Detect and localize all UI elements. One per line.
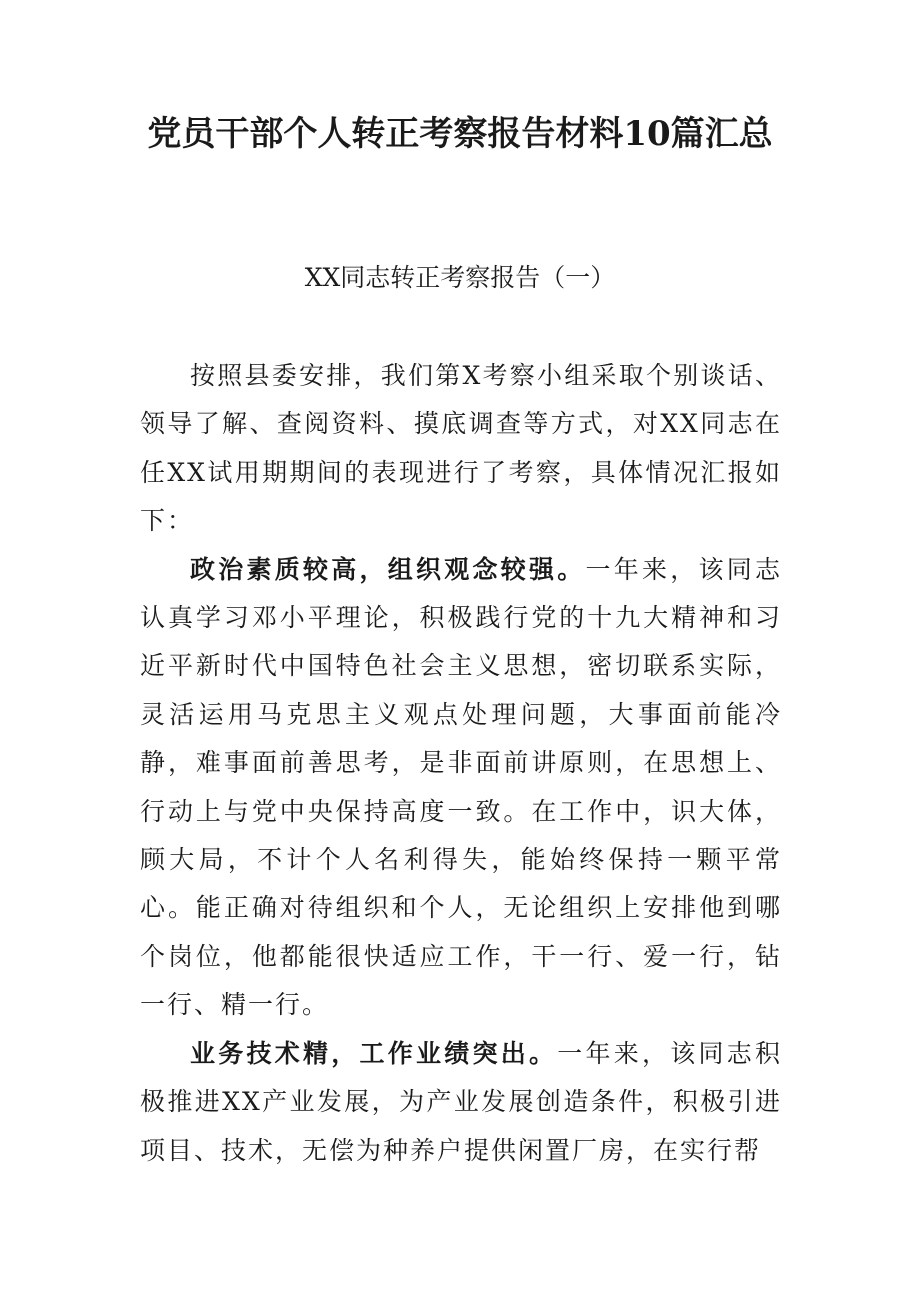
paragraph-text: 按照县委安排，我们第X考察小组采取个别谈话、领导了解、查阅资料、摸底调查等方式，对XX同志在任XX试用期期间的表现进行了考察，具体情况汇报如下： xyxy=(140,361,782,536)
paragraph-lead: 业务技术精，工作业绩突出。 xyxy=(190,1038,558,1068)
document-title: 党员干部个人转正考察报告材料10篇汇总 xyxy=(147,114,773,154)
paragraph-text: 一年来，该同志积极推进XX产业发展，为产业发展创造条件，积极引进项目、技术，无偿为种养户提供闲置厂房，在实行帮 xyxy=(140,1038,782,1165)
paragraph-lead: 政治素质较高，组织观念较强。 xyxy=(190,554,586,584)
document-body xyxy=(140,352,782,1175)
paragraph-text: 一年来，该同志认真学习邓小平理论，积极践行党的十九大精神和习近平新时代中国特色社会主义思想，密切联系实际，灵活运用马克思主义观点处理问题，大事面前能冷静，难事面前善思考，是非面前讲原则，在思想上、行动上与党中央保持高度一致。在工作中，识大体，顾大局，不计个人名利得失，能始终保持一颗平常心。能正确对待组织和个人，无论组织上安排他到哪个岗位，他都能很快适应工作，干一行、爱一行，钻一行、精一行。 xyxy=(140,554,782,1020)
paragraph-intro xyxy=(140,352,782,546)
section-title: XX同志转正考察报告（一） xyxy=(304,263,616,292)
paragraph-political-quality xyxy=(140,546,782,1030)
paragraph-business-skills xyxy=(140,1030,782,1175)
